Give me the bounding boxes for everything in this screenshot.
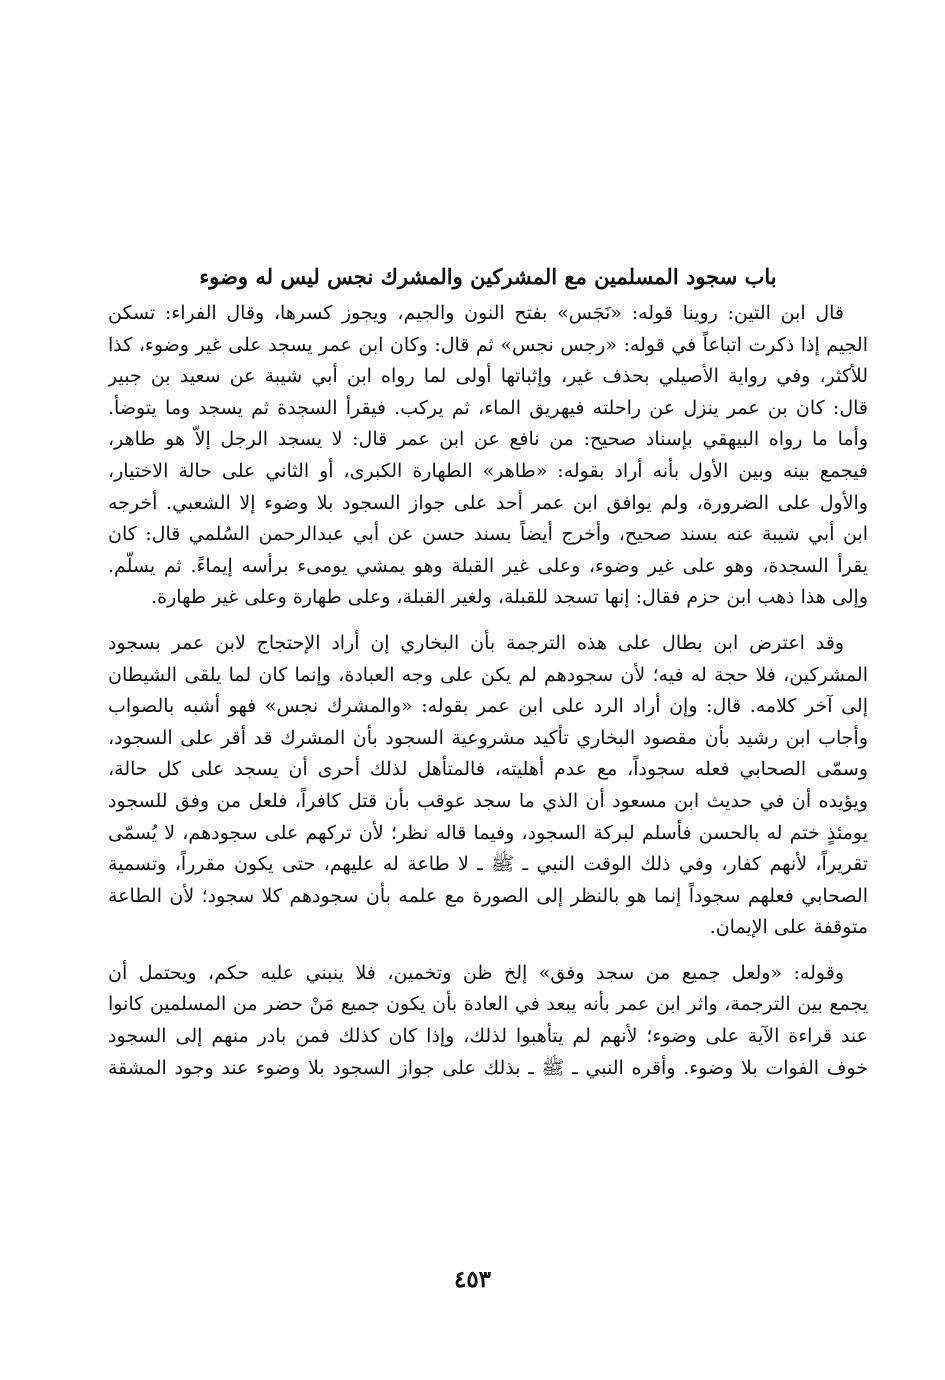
text-line: متوقفة على الإيمان. <box>709 916 868 939</box>
text-line: الجيم إذا ذكرت اتباعاً في قوله: «رجس نجس» ثم قال: وكان ابن عمر يسجد على غير وضوء، كذا <box>108 333 868 356</box>
paragraph-3 <box>108 958 868 1084</box>
text-line: فيجمع بينه وبين الأول بأنه أراد بقوله: «طاهر» الطهارة الكبرى، أو الثاني على حالة الاختيار، <box>108 459 868 482</box>
chapter-title: باب سجود المسلمين مع المشركين والمشرك نجس ليس له وضوء <box>199 264 777 289</box>
text-line: المشركين، فلا حجة له فيه؛ لأن سجودهم لم يكن على وجه العبادة، وإنما كان لما يلقى الشيطان <box>108 663 868 686</box>
text-line: وأجاب ابن رشيد بأن مقصود البخاري تأكيد مشروعية السجود بأن المشرك قد أقر على السجود، <box>108 726 868 749</box>
text-line: يقرأ السجدة، وهو على غير وضوء، وعلى غير القبلة وهو يمشي يومىء برأسه إيماءً. ثم يسلّم. <box>108 554 868 577</box>
text-line: وإلى هذا ذهب ابن حزم فقال: إنها تسجد للقبلة، ولغير القبلة، وعلى طهارة وعلى غير طهارة. <box>151 586 868 609</box>
text-line: عند قراءة الآية على وضوء؛ لأنهم لم يتأهبوا لذلك، وإذا كان كذلك فمن بادر منهم إلى السجود <box>108 1025 868 1048</box>
text-line: والأول على الضرورة، ولم يوافق ابن عمر أحد على جواز السجود بلا وضوء إلا الشعبي. أخرجه <box>108 491 868 514</box>
text-line: وقوله: «ولعل جميع من سجد وفق» إلخ ظن وتخمين، فلا ينبني عليه حكم، ويحتمل أن <box>108 961 844 984</box>
page-body <box>108 262 868 1084</box>
text-line: قال ابن التين: روينا قوله: «نَجَس» بفتح النون والجيم، ويجوز كسرها، وقال الفراء: تسكن <box>108 302 844 324</box>
text-line: يومئذٍ ختم له بالحسن فأسلم لبركة السجود، وفيما قاله نظر؛ لأن تركهم على سجودهم، لا يُسمّى <box>108 821 868 844</box>
paragraph-gap <box>108 944 868 958</box>
text-line: تقريراً، لأنهم كفار، وفي ذلك الوقت النبي ـ ﷺ ـ لا طاعة له عليهم، حتى يكون مقرراً، وتسمية <box>108 853 868 876</box>
text-line: وقد اعترض ابن بطال على هذه الترجمة بأن البخاري إن أراد الإحتجاج لابن عمر بسجود <box>108 631 844 654</box>
text-line: قال: كان بن عمر ينزل عن راحلته فيهريق الماء، ثم يركب. فيقرأ السجدة ثم يسجد وما يتوضأ. <box>108 396 868 419</box>
paragraph-2 <box>108 628 868 944</box>
text-line: إلى آخر كلامه. قال: وإن أراد الرد على ابن عمر بقوله: «والمشرك نجس» فهو أشبه بالصواب <box>108 695 868 718</box>
page-number: ٤٥٣ <box>453 1266 492 1293</box>
text-line: ويؤيده أن في حديث ابن مسعود أن الذي ما سجد عوقب بأن قتل كافراً، فلعل من وفق للسجود <box>108 789 868 812</box>
text-line: خوف الفوات بلا وضوء. وأقره النبي ـ ﷺ ـ بذلك على جواز السجود بلا وضوء عند وجود المشقة <box>108 1056 868 1079</box>
text-line: ابن أبي شيبة عنه بسند صحيح، وأخرج أيضاً بسند حسن عن أبي عبدالرحمن السُلمي قال: كان <box>108 523 868 546</box>
text-line: الصحابي فعلهم سجوداً إنما هو بالنظر إلى الصورة مع علمه بأن سجودهم كلا سجود؛ لأن الطاعة <box>108 884 868 907</box>
text-line: وسمّى الصحابي فعله سجوداً، مع عدم أهليته، فالمتأهل لذلك أحرى أن يسجد على كل حالة، <box>108 758 868 781</box>
paragraph-gap <box>108 614 868 628</box>
text-line: وأما ما رواه البيهقي بإسناد صحيح: من نافع عن ابن عمر قال: لا يسجد الرجل إلاّ هو طاهر، <box>108 428 868 451</box>
text-line: يجمع بين الترجمة، واثر ابن عمر بأنه يبعد في العادة بأن يكون جميع مَنْ حضر من المسلمين كانوا <box>108 993 868 1016</box>
paragraph-1 <box>108 298 868 614</box>
text-line: للأكثر، وفي رواية الأصيلي بحذف غير، وإثباتها أولى لما رواه ابن أبي شيبة عن سعيد بن جبير <box>108 365 868 388</box>
